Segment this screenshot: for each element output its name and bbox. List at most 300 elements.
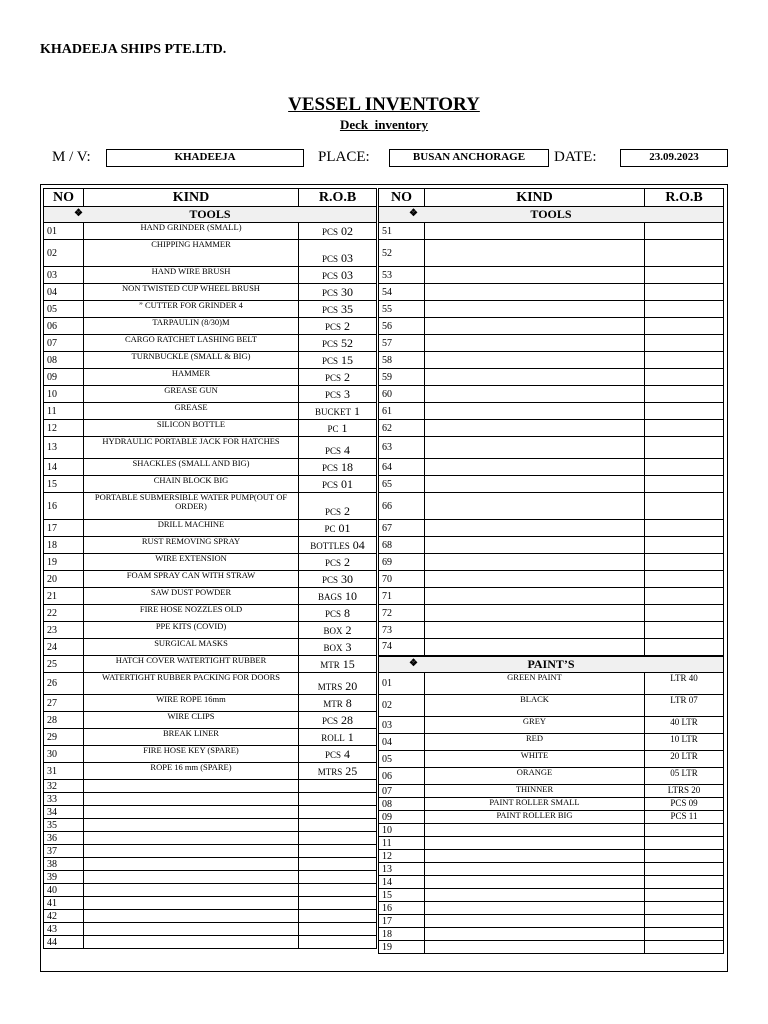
item-kind xyxy=(425,605,645,622)
item-kind xyxy=(425,520,645,537)
item-rob: 20 LTR xyxy=(645,751,724,768)
item-kind: WIRE CLIPS xyxy=(84,712,299,729)
item-rob xyxy=(299,571,377,588)
date-value: 23.09.2023 xyxy=(620,149,728,167)
table-row xyxy=(44,936,377,949)
item-kind xyxy=(425,928,645,941)
item-kind xyxy=(425,369,645,386)
item-qty: 2 xyxy=(344,370,350,384)
item-kind: WIRE ROPE 16mm xyxy=(84,695,299,712)
item-rob xyxy=(645,267,724,284)
item-qty: 18 xyxy=(341,460,353,474)
item-no: 29 xyxy=(44,729,84,746)
item-no: 56 xyxy=(379,318,425,335)
item-no: 68 xyxy=(379,537,425,554)
item-kind xyxy=(425,571,645,588)
table-row xyxy=(379,335,724,352)
item-no: 11 xyxy=(44,403,84,420)
item-rob xyxy=(645,520,724,537)
item-no: 27 xyxy=(44,695,84,712)
table-row xyxy=(379,571,724,588)
item-unit: ROLL xyxy=(321,733,345,743)
item-qty: 02 xyxy=(341,224,353,238)
table-row xyxy=(44,386,377,403)
item-qty: 01 xyxy=(341,477,353,491)
item-kind xyxy=(84,884,299,897)
item-no: 40 xyxy=(44,884,84,897)
item-no: 13 xyxy=(379,863,425,876)
item-no: 42 xyxy=(44,910,84,923)
table-row xyxy=(379,863,724,876)
item-no: 63 xyxy=(379,437,425,459)
mv-label: M / V: xyxy=(52,149,91,165)
item-kind: HAND WIRE BRUSH xyxy=(84,267,299,284)
item-no: 03 xyxy=(44,267,84,284)
item-kind xyxy=(84,923,299,936)
table-row xyxy=(44,712,377,729)
table-row xyxy=(379,403,724,420)
item-qty: 1 xyxy=(354,404,360,418)
table-row xyxy=(379,223,724,240)
item-rob xyxy=(299,793,377,806)
item-rob xyxy=(299,267,377,284)
item-rob xyxy=(645,240,724,267)
diamond-icon: ❖ xyxy=(74,208,83,219)
place-label: PLACE: xyxy=(318,149,370,165)
item-rob xyxy=(299,884,377,897)
item-rob xyxy=(299,386,377,403)
item-qty: 25 xyxy=(345,764,358,778)
document-title: VESSEL INVENTORY xyxy=(288,94,480,115)
table-row xyxy=(379,352,724,369)
item-no: 07 xyxy=(44,335,84,352)
item-rob xyxy=(299,493,377,520)
table-row xyxy=(44,267,377,284)
table-row xyxy=(379,476,724,493)
item-kind xyxy=(84,936,299,949)
item-kind xyxy=(425,301,645,318)
item-no: 65 xyxy=(379,476,425,493)
item-qty: 52 xyxy=(341,336,353,350)
item-no: 16 xyxy=(44,493,84,520)
item-kind xyxy=(84,819,299,832)
item-rob xyxy=(299,695,377,712)
item-qty: 20 xyxy=(345,679,358,693)
item-unit: BOX xyxy=(323,643,343,653)
item-no: 06 xyxy=(379,768,425,785)
item-kind: PAINT ROLLER SMALL xyxy=(425,798,645,811)
item-no: 32 xyxy=(44,780,84,793)
item-rob xyxy=(645,537,724,554)
item-unit: PCS xyxy=(324,558,341,568)
item-no: 58 xyxy=(379,352,425,369)
header-row xyxy=(44,189,377,207)
table-row xyxy=(379,318,724,335)
item-no: 09 xyxy=(379,811,425,824)
item-rob: PCS 09 xyxy=(645,798,724,811)
item-no: 08 xyxy=(379,798,425,811)
item-kind: CHIPPING HAMMER xyxy=(84,240,299,267)
item-rob xyxy=(645,335,724,352)
item-kind xyxy=(84,793,299,806)
item-kind xyxy=(425,588,645,605)
item-qty: 01 xyxy=(338,521,351,535)
item-qty: 03 xyxy=(341,251,353,265)
item-rob xyxy=(299,301,377,318)
col-kind-header: KIND xyxy=(425,189,645,207)
item-no: 73 xyxy=(379,622,425,639)
item-no: 51 xyxy=(379,223,425,240)
table-row xyxy=(44,806,377,819)
item-no: 72 xyxy=(379,605,425,622)
item-no: 18 xyxy=(44,537,84,554)
table-row xyxy=(379,928,724,941)
table-row xyxy=(44,884,377,897)
item-kind: RUST REMOVING SPRAY xyxy=(84,537,299,554)
item-no: 52 xyxy=(379,240,425,267)
item-no: 34 xyxy=(44,806,84,819)
item-rob xyxy=(299,871,377,884)
item-kind: RED xyxy=(425,734,645,751)
section-row-tools xyxy=(44,207,377,223)
item-kind xyxy=(84,832,299,845)
table-row xyxy=(44,871,377,884)
table-row xyxy=(44,301,377,318)
item-no: 30 xyxy=(44,746,84,763)
item-no: 35 xyxy=(44,819,84,832)
item-unit: BAGS xyxy=(317,592,342,602)
item-rob xyxy=(299,845,377,858)
item-rob xyxy=(645,863,724,876)
item-no: 12 xyxy=(379,850,425,863)
table-row xyxy=(379,267,724,284)
item-no: 04 xyxy=(44,284,84,301)
table-row xyxy=(44,673,377,695)
company-name: KHADEEJA SHIPS PTE.LTD. xyxy=(40,42,227,57)
item-qty: 1 xyxy=(341,421,348,435)
item-rob xyxy=(645,403,724,420)
item-kind: FIRE HOSE KEY (SPARE) xyxy=(84,746,299,763)
table-row xyxy=(44,910,377,923)
col-no-header: NO xyxy=(44,189,84,207)
table-row xyxy=(44,780,377,793)
item-rob xyxy=(645,301,724,318)
item-kind: GREEN PAINT xyxy=(425,673,645,695)
item-unit: PCS xyxy=(324,609,341,619)
table-row xyxy=(379,301,724,318)
item-no: 70 xyxy=(379,571,425,588)
table-row xyxy=(379,811,724,824)
item-kind: NON TWISTED CUP WHEEL BRUSH xyxy=(84,284,299,301)
item-rob xyxy=(299,240,377,267)
item-unit: PCS xyxy=(321,271,338,281)
item-rob xyxy=(645,639,724,656)
table-row xyxy=(379,520,724,537)
item-no: 11 xyxy=(379,837,425,850)
item-rob: LTRS 20 xyxy=(645,785,724,798)
item-kind: GREASE GUN xyxy=(84,386,299,403)
item-qty: 3 xyxy=(345,640,352,654)
table-row xyxy=(379,369,724,386)
item-kind: SHACKLES (SMALL AND BIG) xyxy=(84,459,299,476)
table-row xyxy=(44,493,377,520)
item-rob xyxy=(645,902,724,915)
item-kind xyxy=(84,845,299,858)
item-kind: WATERTIGHT RUBBER PACKING FOR DOORS xyxy=(84,673,299,695)
item-kind xyxy=(425,318,645,335)
item-kind xyxy=(425,902,645,915)
table-row xyxy=(379,768,724,785)
table-row xyxy=(379,915,724,928)
table-row xyxy=(44,845,377,858)
item-no: 18 xyxy=(379,928,425,941)
table-row xyxy=(379,622,724,639)
item-kind: CARGO RATCHET LASHING BELT xyxy=(84,335,299,352)
item-no: 14 xyxy=(44,459,84,476)
table-row xyxy=(44,520,377,537)
item-no: 25 xyxy=(44,656,84,673)
item-rob xyxy=(299,284,377,301)
item-unit: PCS xyxy=(324,373,341,383)
table-row xyxy=(44,284,377,301)
col-rob-header: R.O.B xyxy=(299,189,377,207)
item-kind: FOAM SPRAY CAN WITH STRAW xyxy=(84,571,299,588)
item-qty: 2 xyxy=(345,623,352,637)
item-no: 01 xyxy=(44,223,84,240)
item-qty: 4 xyxy=(344,747,350,761)
col-kind-header: KIND xyxy=(84,189,299,207)
item-kind xyxy=(425,837,645,850)
item-kind xyxy=(425,915,645,928)
item-kind xyxy=(425,403,645,420)
table-row xyxy=(379,824,724,837)
item-qty: 8 xyxy=(345,696,352,710)
item-unit: PCS xyxy=(324,390,341,400)
item-kind: SURGICAL MASKS xyxy=(84,639,299,656)
table-row xyxy=(379,785,724,798)
item-no: 22 xyxy=(44,605,84,622)
section-row-tools xyxy=(379,207,724,223)
item-no: 16 xyxy=(379,902,425,915)
table-row xyxy=(379,889,724,902)
item-kind xyxy=(84,871,299,884)
item-rob xyxy=(299,369,377,386)
table-row xyxy=(44,897,377,910)
table-row xyxy=(44,459,377,476)
item-rob xyxy=(299,520,377,537)
item-rob xyxy=(299,897,377,910)
item-rob xyxy=(299,832,377,845)
item-no: 07 xyxy=(379,785,425,798)
table-row xyxy=(44,318,377,335)
item-no: 10 xyxy=(44,386,84,403)
table-row xyxy=(379,420,724,437)
table-row xyxy=(379,605,724,622)
item-no: 33 xyxy=(44,793,84,806)
item-rob xyxy=(299,335,377,352)
item-rob xyxy=(299,605,377,622)
item-qty: 10 xyxy=(345,589,357,603)
table-row xyxy=(44,437,377,459)
item-kind xyxy=(425,437,645,459)
table-row xyxy=(44,420,377,437)
item-kind: PORTABLE SUBMERSIBLE WATER PUMP(OUT OF ORDER) xyxy=(84,493,299,520)
item-no: 17 xyxy=(379,915,425,928)
item-no: 20 xyxy=(44,571,84,588)
item-kind xyxy=(425,335,645,352)
item-rob xyxy=(645,318,724,335)
item-rob xyxy=(645,941,724,954)
item-qty: 4 xyxy=(344,443,350,457)
item-rob xyxy=(645,622,724,639)
item-unit: PCS xyxy=(321,254,338,264)
item-rob xyxy=(645,588,724,605)
section-label: PAINT’S xyxy=(527,656,575,671)
item-kind: TURNBUCKLE (SMALL & BIG) xyxy=(84,352,299,369)
item-no: 13 xyxy=(44,437,84,459)
item-rob: 05 LTR xyxy=(645,768,724,785)
item-no: 37 xyxy=(44,845,84,858)
item-unit: PCS xyxy=(321,480,338,490)
item-kind xyxy=(84,858,299,871)
table-row xyxy=(379,537,724,554)
item-qty: 2 xyxy=(344,555,350,569)
item-rob: 10 LTR xyxy=(645,734,724,751)
item-no: 19 xyxy=(44,554,84,571)
item-kind: HATCH COVER WATERTIGHT RUBBER xyxy=(84,656,299,673)
item-no: 64 xyxy=(379,459,425,476)
item-kind xyxy=(425,352,645,369)
item-rob xyxy=(299,420,377,437)
item-rob xyxy=(645,386,724,403)
item-rob xyxy=(299,656,377,673)
item-no: 54 xyxy=(379,284,425,301)
item-rob xyxy=(299,639,377,656)
item-no: 14 xyxy=(379,876,425,889)
item-no: 15 xyxy=(379,889,425,902)
item-qty: 3 xyxy=(344,387,350,401)
item-kind: WHITE xyxy=(425,751,645,768)
section-header xyxy=(44,207,377,223)
item-rob xyxy=(645,223,724,240)
table-row xyxy=(379,902,724,915)
item-qty: 2 xyxy=(344,319,350,333)
item-qty: 28 xyxy=(341,713,353,727)
item-rob xyxy=(299,819,377,832)
item-rob xyxy=(299,537,377,554)
item-no: 19 xyxy=(379,941,425,954)
item-rob xyxy=(299,223,377,240)
item-kind: WIRE EXTENSION xyxy=(84,554,299,571)
item-unit: BOX xyxy=(323,626,343,636)
table-row xyxy=(44,695,377,712)
table-row xyxy=(379,386,724,403)
table-row xyxy=(379,876,724,889)
diamond-icon: ❖ xyxy=(409,657,418,669)
item-kind xyxy=(425,476,645,493)
item-qty: 1 xyxy=(347,730,354,744)
table-row xyxy=(379,437,724,459)
item-no: 06 xyxy=(44,318,84,335)
item-rob xyxy=(299,437,377,459)
item-no: 60 xyxy=(379,386,425,403)
item-qty: 15 xyxy=(341,353,353,367)
item-rob xyxy=(299,780,377,793)
table-row xyxy=(379,798,724,811)
item-no: 09 xyxy=(44,369,84,386)
table-row xyxy=(44,537,377,554)
item-rob xyxy=(299,729,377,746)
item-kind xyxy=(425,537,645,554)
item-kind xyxy=(84,780,299,793)
item-no: 55 xyxy=(379,301,425,318)
item-kind xyxy=(425,824,645,837)
item-unit: PCS xyxy=(321,339,338,349)
item-qty: 35 xyxy=(341,302,353,316)
item-rob xyxy=(299,459,377,476)
item-rob: PCS 11 xyxy=(645,811,724,824)
item-qty: 03 xyxy=(341,268,353,282)
item-rob xyxy=(299,936,377,949)
item-kind xyxy=(425,223,645,240)
item-kind xyxy=(425,240,645,267)
item-kind: HAND GRINDER (SMALL) xyxy=(84,223,299,240)
table-row xyxy=(44,554,377,571)
item-rob xyxy=(645,571,724,588)
item-unit: MTR xyxy=(323,699,343,709)
table-row xyxy=(44,571,377,588)
item-no: 71 xyxy=(379,588,425,605)
item-unit: PCS xyxy=(324,446,341,456)
item-no: 10 xyxy=(379,824,425,837)
item-kind xyxy=(425,554,645,571)
header-row xyxy=(379,189,724,207)
item-kind: ROPE 16 mm (SPARE) xyxy=(84,763,299,780)
item-unit: BOTTLES xyxy=(310,541,350,551)
item-rob xyxy=(299,352,377,369)
right-inventory-table xyxy=(378,188,724,954)
table-row xyxy=(379,941,724,954)
item-kind: DRILL MACHINE xyxy=(84,520,299,537)
item-qty: 2 xyxy=(344,504,350,518)
item-kind xyxy=(425,267,645,284)
item-unit: PCS xyxy=(324,322,341,332)
section-header xyxy=(379,656,724,673)
item-rob xyxy=(645,824,724,837)
item-rob xyxy=(645,554,724,571)
item-rob xyxy=(299,554,377,571)
item-rob xyxy=(645,476,724,493)
section-row-paints xyxy=(379,656,724,673)
item-rob xyxy=(299,923,377,936)
table-row xyxy=(379,284,724,301)
col-rob-header: R.O.B xyxy=(645,189,724,207)
item-rob: 40 LTR xyxy=(645,717,724,734)
item-unit: PCS xyxy=(321,305,338,315)
item-kind xyxy=(425,622,645,639)
table-row xyxy=(44,476,377,493)
item-no: 59 xyxy=(379,369,425,386)
item-rob xyxy=(645,605,724,622)
item-rob xyxy=(645,493,724,520)
mv-value: KHADEEJA xyxy=(106,149,304,167)
table-row xyxy=(379,639,724,656)
item-kind xyxy=(425,876,645,889)
item-no: 74 xyxy=(379,639,425,656)
item-kind: FIRE HOSE NOZZLES OLD xyxy=(84,605,299,622)
item-no: 62 xyxy=(379,420,425,437)
item-unit: PCS xyxy=(324,507,341,517)
